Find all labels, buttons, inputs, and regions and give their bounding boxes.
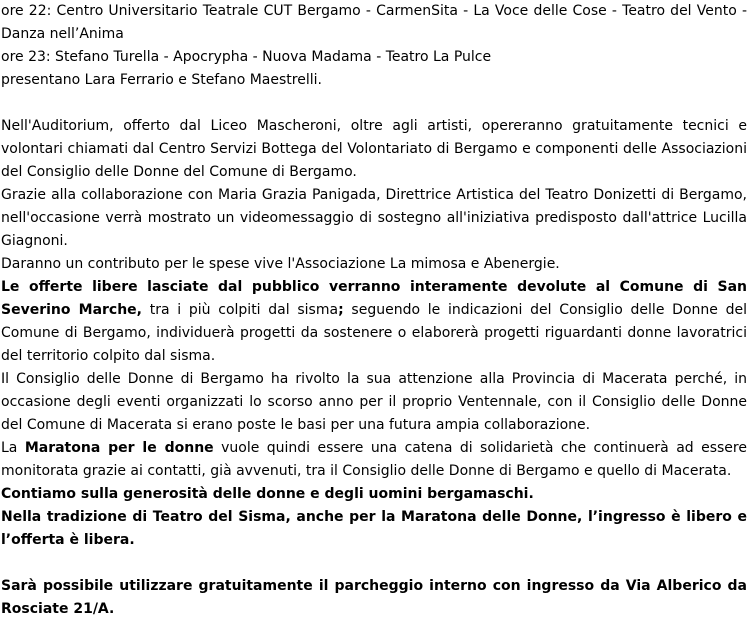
offerte-semicolon: ; [338,302,344,318]
tradizione-bold-text: Nella tradizione di Teatro del Sisma, anche per la Maratona delle Donne, l’ingresso è libero e l’offerta è libera. [1,509,747,548]
maratona-rest-text: vuole quindi essere una catena di solidarietà che continuerà ad essere monitorata grazie ai contatti, già avvenuti, tra il Consiglio delle Donne di Bergamo e quello di Macerata. [1,440,747,479]
parcheggio-paragraph [1,575,747,621]
contributo-line: Daranno un contributo per le spese vive l'Associazione La mimosa e Abenergie. [1,256,560,272]
offerte-bold-text: Le offerte libere lasciate dal pubblico verranno interamente devolute al Comune di San Severino Marche, [1,279,747,318]
maratona-bold-text: Maratona per le donne [24,440,214,456]
offerte-paragraph [1,276,747,368]
auditorium-paragraph: Nell'Auditorium, offerto dal Liceo Mascheroni, oltre agli artisti, opereranno gratuitamente tecnici e volontari chiamati dal Centro Servizi Bottega del Volontariato di Bergamo e componenti delle Associazioni del Consiglio delle Donne del Comune di Bergamo. [1,118,747,180]
blank-line [1,92,747,115]
tradizione-paragraph [1,506,747,552]
schedule-line-23: ore 23: Stefano Turella - Apocrypha - Nuova Madama - Teatro La Pulce [1,49,492,65]
schedule-line-22: ore 22: Centro Universitario Teatrale CUT Bergamo - CarmenSita - La Voce delle Cose - Teatro del Vento - Danza nell’Anima [1,3,747,42]
parcheggio-bold-text: Sarà possibile utilizzare gratuitamente il parcheggio interno con ingresso da Via Alberico da Rosciate 21/A. [1,578,747,617]
offerte-rest-text: seguendo le indicazioni del Consiglio delle Donne del Comune di Bergamo, individuerà progetti da sostenere o elaborerà progetti riguardanti donne lavoratrici del territorio colpito dal sisma. [1,302,747,364]
grazie-paragraph: Grazie alla collaborazione con Maria Grazia Panigada, Direttrice Artistica del Teatro Donizetti di Bergamo, nell'occasione verrà mostrato un videomessaggio di sostegno all'iniziativa predisposto dall'attrice Lucilla Giagnoni. [1,187,747,249]
offerte-mid-text: tra i più colpiti dal sisma [142,302,339,318]
presenters-line: presentano Lara Ferrario e Stefano Maestrelli. [1,72,322,88]
contiamo-bold-text: Contiamo sulla generosità delle donne e degli uomini bergamaschi. [1,486,534,502]
maratona-prefix: La [1,440,25,456]
blank-line-2 [1,552,747,575]
maratona-paragraph [1,437,747,483]
consiglio-paragraph: Il Consiglio delle Donne di Bergamo ha rivolto la sua attenzione alla Provincia di Macerata perché, in occasione degli eventi organizzati lo scorso anno per il proprio Ventennale, con il Consiglio delle Donne del Comune di Macerata si erano poste le basi per una futura ampia collaborazione. [1,371,747,433]
contiamo-line [1,483,747,506]
